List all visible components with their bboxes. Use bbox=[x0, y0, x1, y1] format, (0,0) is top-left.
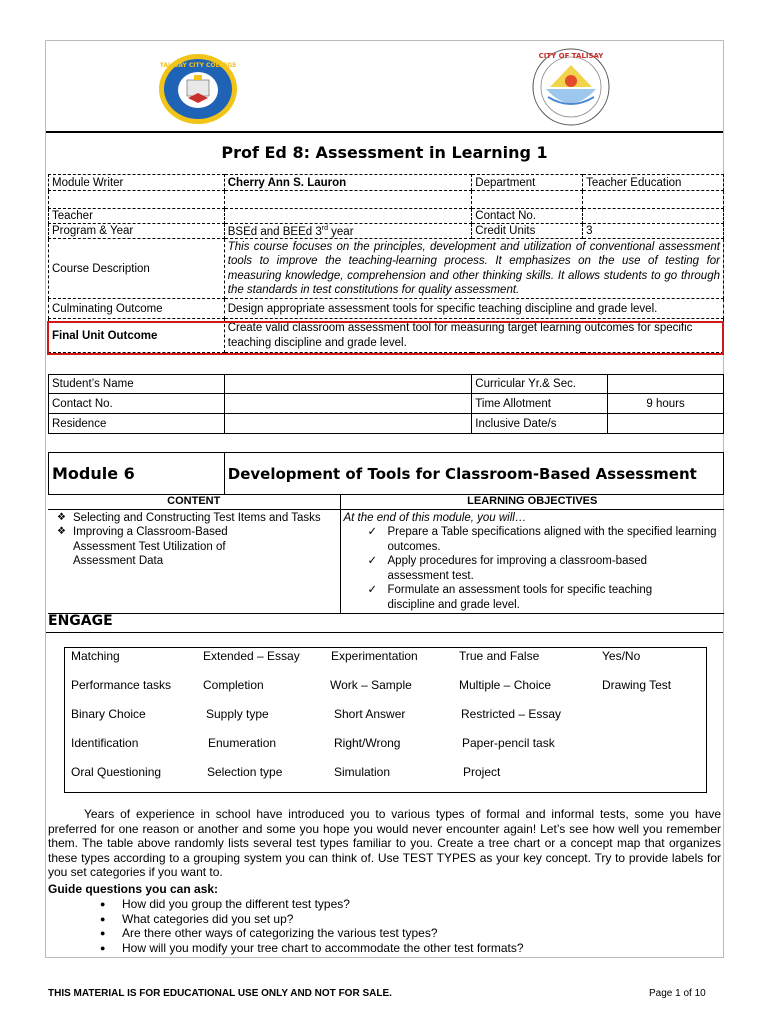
test-type: Completion bbox=[203, 678, 264, 692]
page-title: Prof Ed 8: Assessment in Learning 1 bbox=[221, 143, 548, 162]
course-description-label: Course Description bbox=[49, 239, 225, 299]
table-row bbox=[48, 509, 724, 613]
list-item: ● How did you group the different test types? bbox=[100, 897, 524, 912]
test-type: Performance tasks bbox=[71, 678, 172, 692]
student-contact-input[interactable] bbox=[224, 394, 472, 414]
test-type: Right/Wrong bbox=[334, 736, 401, 750]
list-item: ❖ Improving a Classroom-Based Assessment Test Utilization of Assessment Data bbox=[51, 525, 337, 569]
teacher-label: Teacher bbox=[49, 209, 225, 224]
document-page bbox=[45, 40, 724, 958]
teacher-value bbox=[224, 209, 472, 224]
test-type: Supply type bbox=[206, 707, 269, 721]
student-contact-label: Contact No. bbox=[49, 394, 225, 414]
test-type: Short Answer bbox=[334, 707, 406, 721]
module-title: Development of Tools for Classroom-Based Assessment bbox=[224, 453, 723, 495]
test-type: Matching bbox=[71, 649, 120, 663]
test-type: Yes/No bbox=[602, 649, 641, 663]
test-type: True and False bbox=[459, 649, 540, 663]
test-type: Enumeration bbox=[208, 736, 277, 750]
inclusive-dates-label: Inclusive Date/s bbox=[472, 414, 608, 434]
time-allotment-label: Time Allotment bbox=[472, 394, 608, 414]
content-header: CONTENT bbox=[48, 494, 340, 509]
test-type: Simulation bbox=[334, 765, 391, 779]
test-type: Extended – Essay bbox=[203, 649, 300, 663]
residence-input[interactable] bbox=[224, 414, 472, 434]
test-type: Paper-pencil task bbox=[462, 736, 555, 750]
final-unit-outcome-label: Final Unit Outcome bbox=[49, 319, 225, 353]
department-label: Department bbox=[472, 175, 583, 191]
list-item: ✓ Apply procedures for improving a classroom-based assessment test. bbox=[344, 554, 722, 583]
table-row bbox=[49, 191, 724, 209]
residence-label: Residence bbox=[49, 414, 225, 434]
guide-questions-list bbox=[100, 897, 524, 955]
module-header-table bbox=[48, 452, 724, 495]
list-item: ❖ Selecting and Constructing Test Items and Tasks bbox=[51, 511, 337, 526]
program-label: Program & Year bbox=[49, 224, 225, 239]
page-number: Page 1 of 10 bbox=[649, 988, 706, 999]
test-type: Work – Sample bbox=[330, 678, 412, 692]
test-type: Identification bbox=[71, 736, 139, 750]
objectives-cell bbox=[340, 509, 724, 613]
table-row bbox=[48, 494, 724, 509]
contact-value bbox=[583, 209, 724, 224]
program-value: BSEd and BEEd 3rd year bbox=[224, 224, 472, 239]
guide-heading: Guide questions you can ask: bbox=[48, 882, 219, 896]
list-item: ✓ Prepare a Table specifications aligned with the specified learning outcomes. bbox=[344, 525, 722, 554]
curricular-year-label: Curricular Yr.& Sec. bbox=[472, 375, 608, 394]
table-row bbox=[49, 394, 724, 414]
final-outcome-highlight bbox=[47, 321, 724, 355]
engage-heading: ENGAGE bbox=[48, 613, 113, 629]
content-cell bbox=[48, 509, 340, 613]
contact-label: Contact No. bbox=[472, 209, 583, 224]
list-item: ● Are there other ways of categorizing the various test types? bbox=[100, 926, 524, 941]
svg-text:CITY OF TALISAY: CITY OF TALISAY bbox=[538, 52, 604, 60]
department-value: Teacher Education bbox=[583, 175, 724, 191]
credit-label: Credit Units bbox=[472, 224, 583, 239]
list-item: ● How will you modify your tree chart to accommodate the other test formats? bbox=[100, 941, 524, 956]
college-seal-logo bbox=[158, 53, 238, 125]
city-seal-logo bbox=[530, 47, 612, 127]
test-type: Drawing Test bbox=[602, 678, 672, 692]
list-item: ✓ Formulate an assessment tools for specific teaching discipline and grade level. bbox=[344, 583, 722, 612]
engage-paragraph: Years of experience in school have introduced you to various types of formal and informal tests, some you have preferred for one reason or another and some you hope you would never encounter again! Let’s see how well you remember them. The table above randomly lists several test types familiar to you. Create a tree chart or a concept map that organizes these types according to a grouping system you can think of. Use TEST TYPES as your key concept. Try to provide labels for you set categories if you want to. bbox=[48, 807, 721, 880]
table-row bbox=[49, 375, 724, 394]
test-type: Experimentation bbox=[331, 649, 418, 663]
module-label: Module 6 bbox=[49, 453, 225, 495]
test-type: Restricted – Essay bbox=[461, 707, 562, 721]
table-row bbox=[49, 224, 724, 239]
table-row bbox=[49, 209, 724, 224]
test-type: Oral Questioning bbox=[71, 765, 162, 779]
curricular-year-input[interactable] bbox=[608, 375, 724, 394]
footer-notice: THIS MATERIAL IS FOR EDUCATIONAL USE ONLY AND NOT FOR SALE. bbox=[48, 988, 392, 999]
time-allotment-value: 9 hours bbox=[608, 394, 724, 414]
objectives-header: LEARNING OBJECTIVES bbox=[340, 494, 724, 509]
table-row bbox=[49, 299, 724, 319]
culminating-outcome-value: Design appropriate assessment tools for specific teaching discipline and grade level. bbox=[224, 299, 723, 319]
test-type: Selection type bbox=[207, 765, 283, 779]
list-item: ● What categories did you set up? bbox=[100, 912, 524, 927]
inclusive-dates-input[interactable] bbox=[608, 414, 724, 434]
content-objectives-table bbox=[48, 494, 724, 614]
objectives-lead: At the end of this module, you will… bbox=[343, 511, 527, 524]
final-unit-outcome-value: Create valid classroom assessment tool for measuring target learning outcomes for specific teaching discipline and grade level. bbox=[224, 319, 723, 353]
table-row bbox=[49, 453, 724, 495]
credit-value: 3 bbox=[583, 224, 724, 239]
test-type: Binary Choice bbox=[71, 707, 146, 721]
student-info-table bbox=[48, 374, 724, 434]
test-type: Project bbox=[463, 765, 501, 779]
divider bbox=[46, 632, 723, 633]
culminating-outcome-label: Culminating Outcome bbox=[49, 299, 225, 319]
test-types-box bbox=[64, 647, 707, 793]
student-name-input[interactable] bbox=[224, 375, 472, 394]
table-row bbox=[49, 414, 724, 434]
course-description-value: This course focuses on the principles, development and utilization of conventional assessment tools to improve the teaching-learning process. It emphasizes on the use of testing for measuring knowledge, comprehension and other thinking skills. It allows students to go through the standards in test constitutions for quality assessment. bbox=[224, 239, 723, 299]
table-row bbox=[49, 239, 724, 299]
module-writer-value: Cherry Ann S. Lauron bbox=[224, 175, 472, 191]
logo-header bbox=[46, 41, 723, 133]
test-type: Multiple – Choice bbox=[459, 678, 552, 692]
module-writer-label: Module Writer bbox=[49, 175, 225, 191]
svg-text:TALISAY CITY COLLEGE: TALISAY CITY COLLEGE bbox=[159, 62, 237, 69]
table-row bbox=[49, 175, 724, 191]
student-name-label: Student’s Name bbox=[49, 375, 225, 394]
